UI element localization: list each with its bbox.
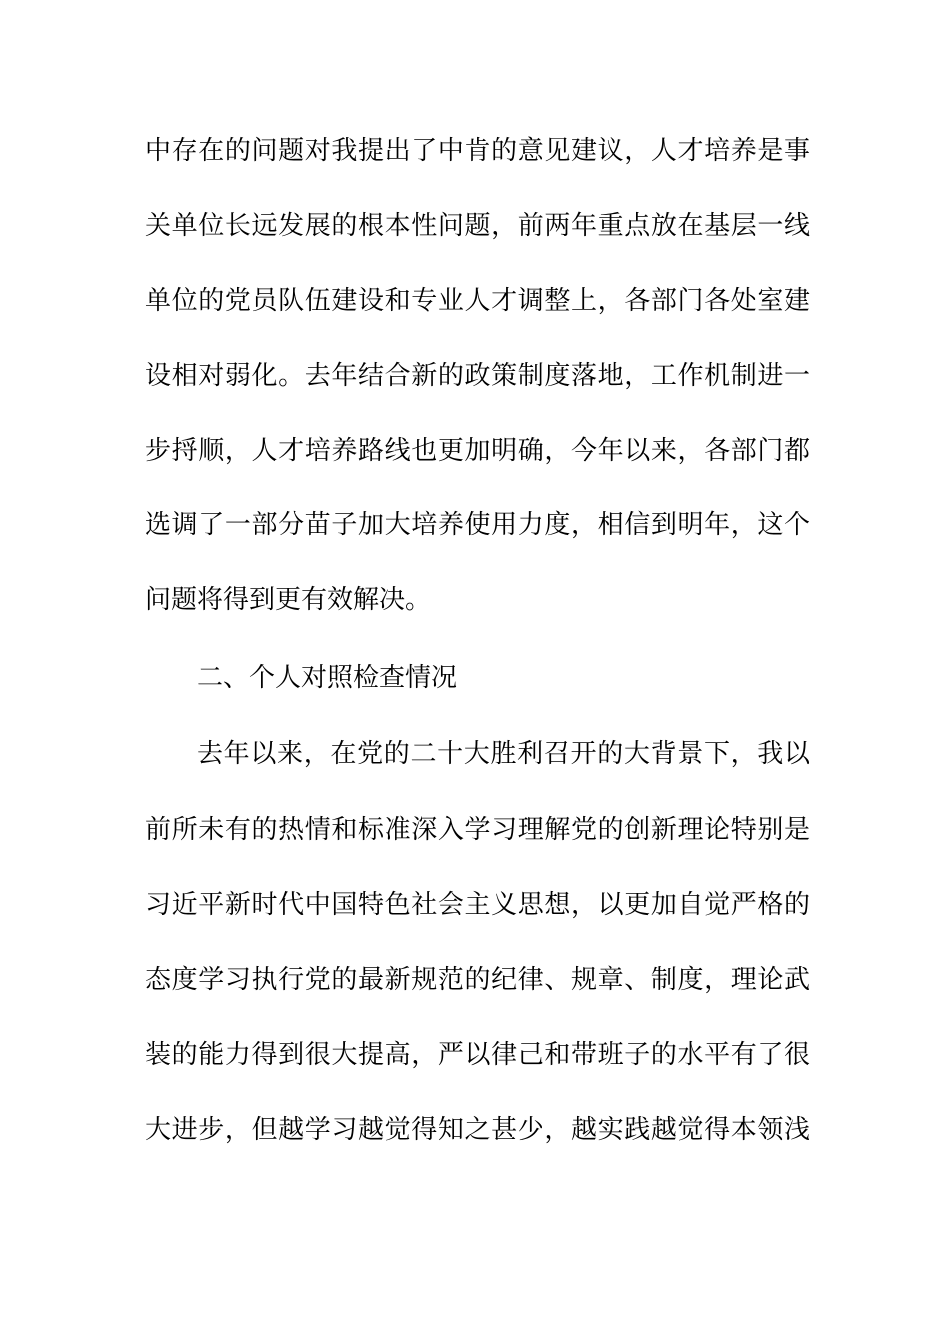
paragraph-2-line-1: 去年以来，在党的二十大胜利召开的大背景下，我以 [197, 739, 810, 769]
paragraph-2-line-4: 态度学习执行党的最新规范的纪律、规章、制度，理论武 [145, 965, 810, 995]
paragraph-1-line-4: 设相对弱化。去年结合新的政策制度落地，工作机制进一 [145, 361, 810, 391]
paragraph-1-line-2: 关单位长远发展的根本性问题，前两年重点放在基层一线 [145, 211, 810, 241]
paragraph-1-line-5: 步捋顺，人才培养路线也更加明确，今年以来，各部门都 [145, 436, 810, 466]
paragraph-2-line-3: 习近平新时代中国特色社会主义思想，以更加自觉严格的 [145, 890, 810, 920]
paragraph-1-line-1: 中存在的问题对我提出了中肯的意见建议，人才培养是事 [145, 136, 810, 166]
section-heading-2: 二、个人对照检查情况 [197, 663, 458, 693]
paragraph-1-line-3: 单位的党员队伍建设和专业人才调整上，各部门各处室建 [145, 286, 810, 316]
paragraph-1-line-6: 选调了一部分苗子加大培养使用力度，相信到明年，这个 [145, 510, 810, 540]
paragraph-2-line-2: 前所未有的热情和标准深入学习理解党的创新理论特别是 [145, 815, 810, 845]
paragraph-2-line-6: 大进步，但越学习越觉得知之甚少，越实践越觉得本领浅 [145, 1115, 810, 1145]
paragraph-1-line-7: 问题将得到更有效解决。 [145, 585, 432, 615]
paragraph-2-line-5: 装的能力得到很大提高，严以律己和带班子的水平有了很 [145, 1040, 810, 1070]
